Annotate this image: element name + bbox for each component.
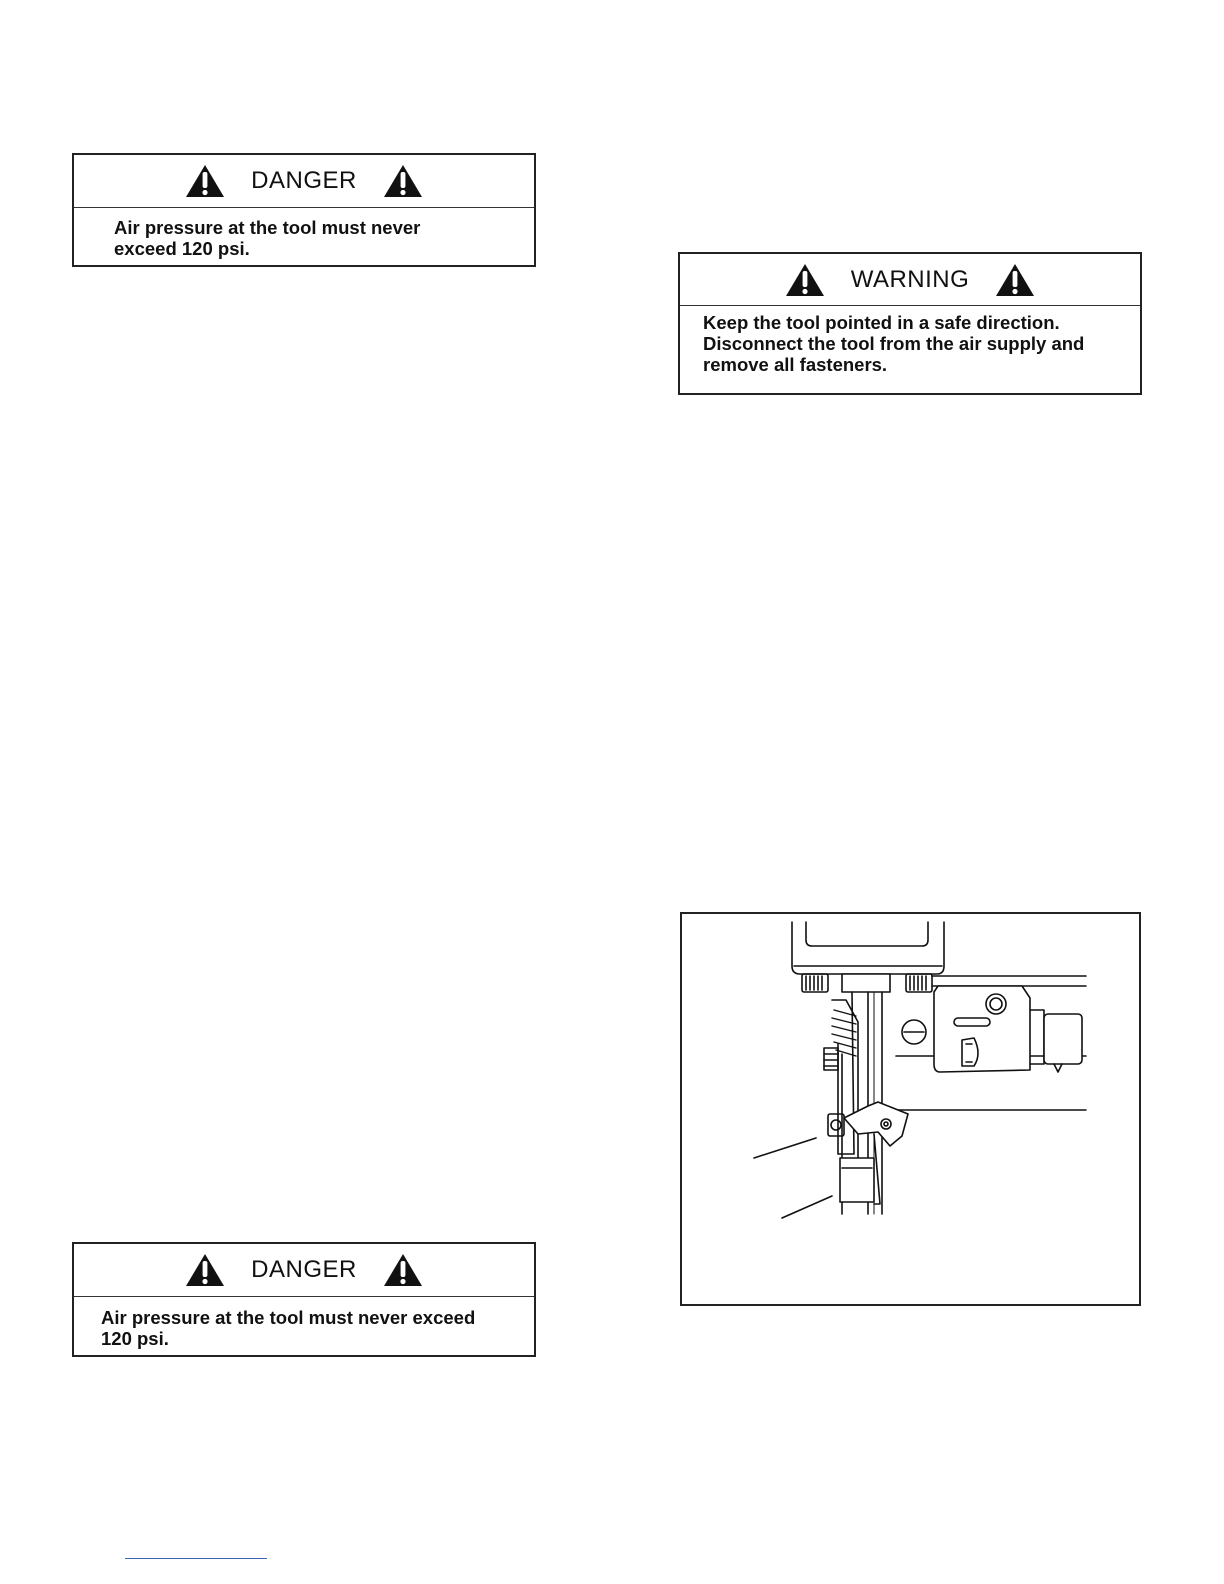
leader-line-lower bbox=[782, 1196, 832, 1218]
warning-triangle-icon bbox=[383, 164, 423, 198]
warning-triangle-icon bbox=[185, 164, 225, 198]
nailer-nose-illustration bbox=[682, 914, 1139, 1304]
warning-message-line: remove all fasteners. bbox=[703, 354, 888, 375]
danger-message-line: 120 psi. bbox=[101, 1328, 169, 1349]
danger-notice-bottom bbox=[72, 1242, 536, 1357]
danger-message bbox=[74, 1297, 534, 1349]
danger-message-line: Air pressure at the tool must never exceed bbox=[101, 1307, 476, 1328]
hex-screw-left bbox=[802, 974, 828, 992]
warning-message-line: Keep the tool pointed in a safe direction. bbox=[703, 312, 1060, 333]
danger-heading: DANGER bbox=[251, 1256, 357, 1283]
danger-header bbox=[74, 1244, 534, 1297]
warning-message bbox=[680, 306, 1140, 375]
warning-message-line: Disconnect the tool from the air supply and bbox=[703, 333, 1085, 354]
danger-notice-top bbox=[72, 153, 536, 267]
tool-illustration-figure bbox=[680, 912, 1141, 1306]
danger-message-line: exceed 120 psi. bbox=[114, 238, 250, 259]
warning-triangle-icon bbox=[785, 263, 825, 297]
danger-message bbox=[74, 208, 534, 259]
warning-notice bbox=[678, 252, 1142, 395]
danger-message-line: Air pressure at the tool must never bbox=[114, 217, 421, 238]
warning-triangle-icon bbox=[185, 1253, 225, 1287]
warning-header bbox=[680, 254, 1140, 306]
leader-line-upper bbox=[754, 1138, 816, 1158]
danger-heading: DANGER bbox=[251, 167, 357, 194]
warning-heading: WARNING bbox=[850, 265, 970, 293]
hex-screw-right bbox=[906, 974, 932, 992]
warning-triangle-icon bbox=[383, 1253, 423, 1287]
footer-rule bbox=[125, 1558, 267, 1559]
danger-header bbox=[74, 155, 534, 208]
warning-triangle-icon bbox=[995, 263, 1035, 297]
